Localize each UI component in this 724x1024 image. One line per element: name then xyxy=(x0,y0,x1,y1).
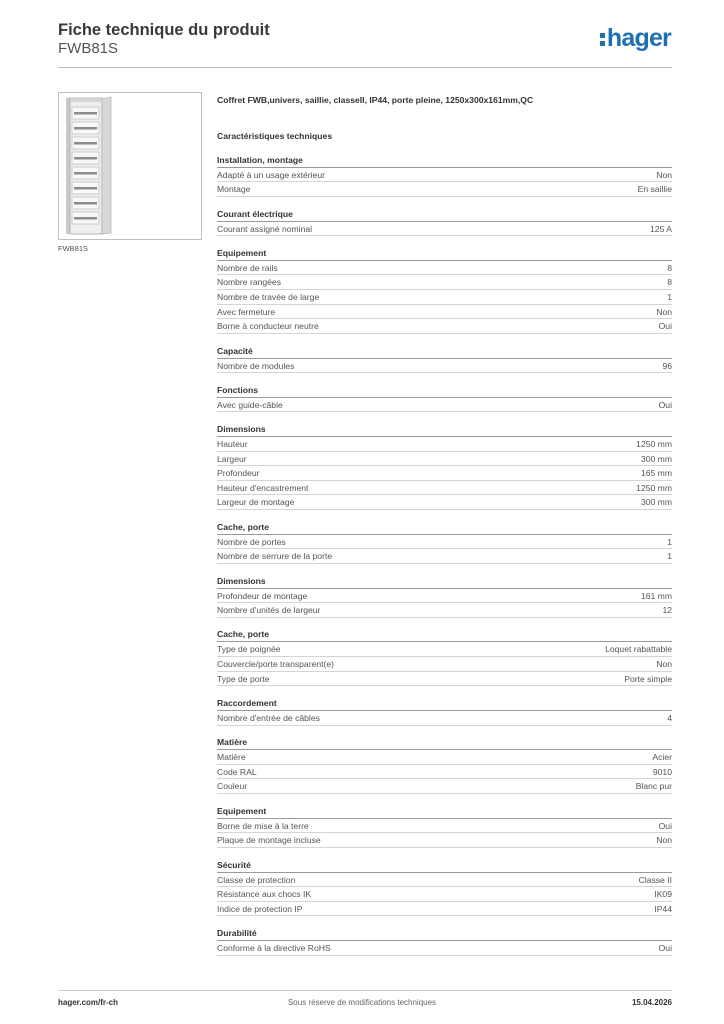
section-header: Equipement xyxy=(217,246,672,261)
spec-row xyxy=(217,319,672,334)
section-header: Raccordement xyxy=(217,696,672,711)
spec-label: Plaque de montage incluse xyxy=(217,835,321,846)
din-rail xyxy=(74,217,97,220)
spec-label: Nombre rangées xyxy=(217,277,282,288)
spec-label: Courant assigné nominal xyxy=(217,223,313,234)
spec-row xyxy=(217,642,672,657)
section-header: Cache, porte xyxy=(217,520,672,535)
spec-label: Largeur xyxy=(217,453,247,464)
spec-label: Avec fermeture xyxy=(217,306,276,317)
spec-row xyxy=(217,887,672,902)
product-reference: FWB81S xyxy=(58,40,119,57)
cabinet-side xyxy=(66,98,70,234)
spec-row xyxy=(217,495,672,510)
header-divider xyxy=(58,67,672,68)
spec-value: Non xyxy=(656,835,672,846)
spec-row xyxy=(217,168,672,183)
spec-value: Oui xyxy=(658,321,672,332)
spec-value: Porte simple xyxy=(624,673,672,684)
section-header: Cache, porte xyxy=(217,627,672,642)
spec-label: Matière xyxy=(217,752,246,763)
spec-value: 161 mm xyxy=(640,590,672,601)
spec-value: Classe II xyxy=(638,874,672,885)
footer-date: 15.04.2026 xyxy=(631,998,672,1007)
spec-value: 300 mm xyxy=(640,497,672,508)
din-rail xyxy=(74,172,97,175)
spec-row xyxy=(217,535,672,550)
spec-value: 1 xyxy=(667,551,672,562)
spec-value: 125 A xyxy=(650,223,672,234)
spec-row xyxy=(217,275,672,290)
section-header: Capacité xyxy=(217,344,672,359)
spec-label: Couvercle/porte transparent(e) xyxy=(217,659,335,670)
spec-row xyxy=(217,359,672,374)
spec-label: Nombre de serrure de la porte xyxy=(217,551,333,562)
spec-value: 9010 xyxy=(652,766,672,777)
spec-section xyxy=(217,344,672,374)
page-header xyxy=(58,20,672,68)
spec-value: Blanc pur xyxy=(635,781,672,792)
logo-colon-icon xyxy=(600,30,606,48)
spec-row xyxy=(217,182,672,197)
spec-row xyxy=(217,873,672,888)
spec-row xyxy=(217,261,672,276)
din-rail xyxy=(74,112,97,115)
spec-label: Nombre de rails xyxy=(217,262,278,273)
section-header: Durabilité xyxy=(217,926,672,941)
spec-label: Montage xyxy=(217,184,251,195)
footer-disclaimer: Sous réserve de modifications techniques xyxy=(287,998,437,1007)
spec-value: Oui xyxy=(658,943,672,954)
din-rail xyxy=(74,127,97,130)
spec-value: 8 xyxy=(667,262,672,273)
spec-section xyxy=(217,246,672,334)
spec-value: 8 xyxy=(667,277,672,288)
spec-value: 1 xyxy=(667,292,672,303)
spec-value: Oui xyxy=(658,399,672,410)
spec-section xyxy=(217,422,672,510)
section-header: Dimensions xyxy=(217,422,672,437)
spec-label: Résistance aux chocs IK xyxy=(217,889,312,900)
spec-label: Nombre d'unités de largeur xyxy=(217,605,321,616)
din-rail xyxy=(74,157,97,160)
spec-value: IP44 xyxy=(654,903,672,914)
spec-value: 1250 mm xyxy=(636,482,672,493)
spec-value: 300 mm xyxy=(640,453,672,464)
spec-row xyxy=(217,657,672,672)
spec-label: Classe de protection xyxy=(217,874,296,885)
spec-section xyxy=(217,153,672,197)
spec-label: Profondeur de montage xyxy=(217,590,308,601)
spec-row xyxy=(217,437,672,452)
section-header: Installation, montage xyxy=(217,153,672,168)
cabinet-door xyxy=(102,97,111,234)
spec-row xyxy=(217,750,672,765)
section-header: Matière xyxy=(217,735,672,750)
spec-label: Conforme à la directive RoHS xyxy=(217,943,331,954)
spec-label: Code RAL xyxy=(217,766,257,777)
spec-value: En saillie xyxy=(637,184,672,195)
spec-section xyxy=(217,926,672,956)
din-rail xyxy=(74,142,97,145)
spec-row xyxy=(217,222,672,237)
spec-label: Nombre de modules xyxy=(217,360,295,371)
spec-value: 1 xyxy=(667,536,672,547)
spec-row xyxy=(217,398,672,413)
spec-value: 4 xyxy=(667,712,672,723)
spec-label: Nombre de portes xyxy=(217,536,286,547)
spec-section xyxy=(217,627,672,686)
spec-value: Acier xyxy=(652,752,672,763)
spec-row xyxy=(217,672,672,687)
spec-row xyxy=(217,902,672,917)
spec-value: Oui xyxy=(658,820,672,831)
spec-label: Hauteur xyxy=(217,439,248,450)
spec-section xyxy=(217,207,672,237)
spec-label: Type de poignée xyxy=(217,644,281,655)
cabinet-top xyxy=(71,99,101,102)
footer-website: hager.com/fr-ch xyxy=(58,998,119,1007)
spec-row xyxy=(217,481,672,496)
spec-row xyxy=(217,819,672,834)
spec-value: IK09 xyxy=(654,889,672,900)
spec-value: 165 mm xyxy=(640,468,672,479)
din-rail xyxy=(74,187,97,190)
spec-row xyxy=(217,779,672,794)
spec-row xyxy=(217,711,672,726)
spec-sections xyxy=(217,153,672,956)
section-header: Sécurité xyxy=(217,858,672,873)
spec-label: Avec guide-câble xyxy=(217,399,283,410)
enclosure-illustration xyxy=(59,93,201,239)
spec-label: Nombre d'entrée de câbles xyxy=(217,712,320,723)
spec-value: 12 xyxy=(662,605,672,616)
section-header: Equipement xyxy=(217,804,672,819)
spec-section xyxy=(217,574,672,618)
spec-content xyxy=(217,93,672,956)
spec-row xyxy=(217,765,672,780)
spec-row xyxy=(217,305,672,320)
spec-row xyxy=(217,941,672,956)
product-image xyxy=(58,92,202,240)
spec-label: Indice de protection IP xyxy=(217,903,303,914)
spec-section xyxy=(217,696,672,726)
spec-label: Hauteur d'encastrement xyxy=(217,482,309,493)
spec-label: Largeur de montage xyxy=(217,497,295,508)
spec-label: Type de porte xyxy=(217,673,270,684)
spec-section xyxy=(217,735,672,794)
spec-label: Borne de mise à la terre xyxy=(217,820,309,831)
spec-value: Non xyxy=(656,659,672,670)
hager-logo xyxy=(600,26,671,51)
specs-title: Caractéristiques techniques xyxy=(217,131,333,141)
product-description: Coffret FWB,univers, saillie, classeII, IP44, porte pleine, 1250x300x161mm,QC xyxy=(217,95,534,105)
page-title: Fiche technique du produit xyxy=(58,21,270,39)
spec-section xyxy=(217,383,672,413)
spec-label: Profondeur xyxy=(217,468,260,479)
spec-row xyxy=(217,290,672,305)
spec-value: Loquet rabattable xyxy=(605,644,672,655)
section-header: Courant électrique xyxy=(217,207,672,222)
footer-divider xyxy=(58,990,672,991)
spec-row xyxy=(217,466,672,481)
spec-label: Borne à conducteur neutre xyxy=(217,321,319,332)
logo-text: hager xyxy=(606,24,671,52)
spec-value: Non xyxy=(656,169,672,180)
product-image-caption: FWB81S xyxy=(58,244,89,253)
spec-row xyxy=(217,589,672,604)
spec-label: Nombre de travée de large xyxy=(217,292,320,303)
spec-section xyxy=(217,804,672,848)
spec-row xyxy=(217,452,672,467)
spec-label: Adapté à un usage extérieur xyxy=(217,169,325,180)
spec-value: Non xyxy=(656,306,672,317)
spec-label: Couleur xyxy=(217,781,248,792)
section-header: Dimensions xyxy=(217,574,672,589)
spec-section xyxy=(217,520,672,564)
section-header: Fonctions xyxy=(217,383,672,398)
spec-section xyxy=(217,858,672,917)
spec-row xyxy=(217,603,672,618)
spec-row xyxy=(217,549,672,564)
spec-value: 96 xyxy=(662,360,672,371)
spec-row xyxy=(217,833,672,848)
spec-value: 1250 mm xyxy=(636,439,672,450)
din-rail xyxy=(74,202,97,205)
